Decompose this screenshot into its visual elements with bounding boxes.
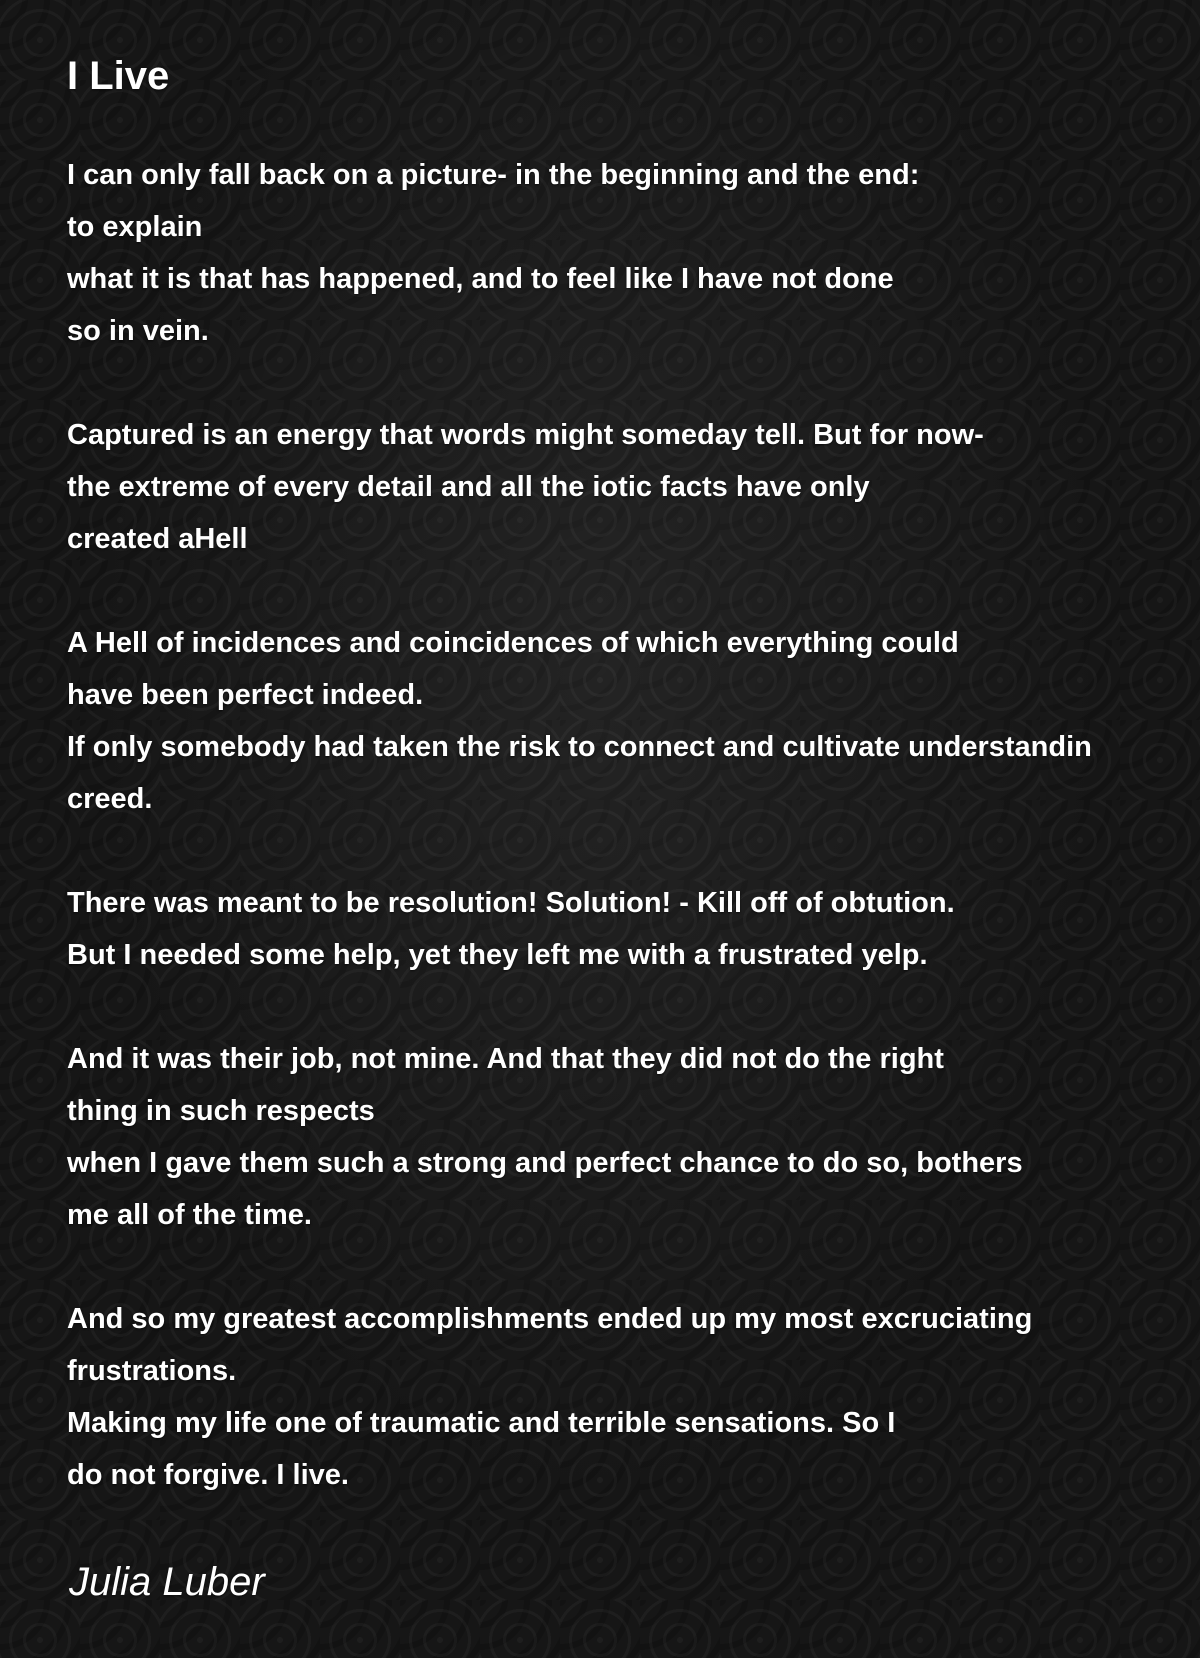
stanza-break xyxy=(67,981,1200,1033)
poem-line: have been perfect indeed. xyxy=(67,679,424,711)
poem-line: me all of the time. xyxy=(67,1199,312,1231)
stanza-break xyxy=(67,565,1200,617)
poem-line: And it was their job, not mine. And that they did not do the right xyxy=(67,1043,944,1075)
poem-line: If only somebody had taken the risk to connect and cultivate understandin xyxy=(67,731,1092,763)
stanza-break xyxy=(67,825,1200,877)
poem-line: what it is that has happened, and to feel like I have not done xyxy=(67,263,894,295)
poem-line: when I gave them such a strong and perfect chance to do so, bothers xyxy=(67,1147,1023,1179)
poem-author: Julia Luber xyxy=(69,1560,265,1604)
poem-line: A Hell of incidences and coincidences of which everything could xyxy=(67,627,959,659)
poem-line: Captured is an energy that words might someday tell. But for now- xyxy=(67,419,984,451)
poem-title: I Live xyxy=(67,54,170,98)
poem-body xyxy=(67,149,1200,1501)
poem-line: do not forgive. I live. xyxy=(67,1459,349,1491)
poem-line: But I needed some help, yet they left me with a frustrated yelp. xyxy=(67,939,928,971)
poem-line: Making my life one of traumatic and terrible sensations. So I xyxy=(67,1407,896,1439)
poem-line: created aHell xyxy=(67,523,248,555)
poem-line: the extreme of every detail and all the iotic facts have only xyxy=(67,471,870,503)
stanza-break xyxy=(67,1241,1200,1293)
poem-line: And so my greatest accomplishments ended up my most excruciating xyxy=(67,1303,1033,1335)
poem-line: so in vein. xyxy=(67,315,209,347)
poem-line: to explain xyxy=(67,211,203,243)
poem-line: frustrations. xyxy=(67,1355,237,1387)
poem-line: creed. xyxy=(67,783,153,815)
stanza-break xyxy=(67,357,1200,409)
poem-line: There was meant to be resolution! Solution! - Kill off of obtution. xyxy=(67,887,955,919)
poem-line: I can only fall back on a picture- in the beginning and the end: xyxy=(67,159,920,191)
poem-line: thing in such respects xyxy=(67,1095,375,1127)
